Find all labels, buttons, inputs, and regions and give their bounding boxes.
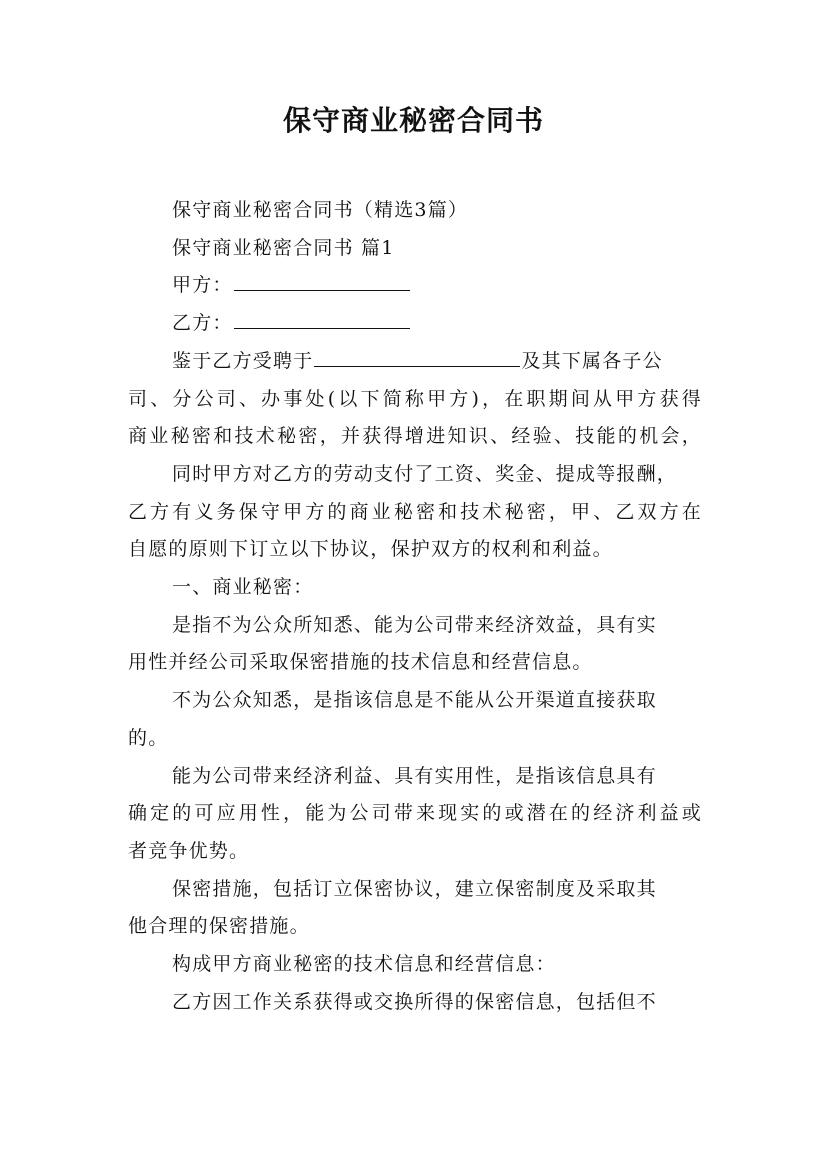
section-heading: 保守商业秘密合同书 篇1 — [172, 236, 395, 259]
para1-prefix: 鉴于乙方受聘于 — [172, 349, 314, 372]
paragraph-2-line-3: 自愿的原则下订立以下协议，保护双方的权利和利益。 — [128, 538, 613, 561]
paragraph-8-line-1: 乙方因工作关系获得或交换所得的保密信息，包括但不 — [172, 990, 657, 1013]
party-a-label: 甲方： — [172, 274, 233, 297]
paragraph-5-line-1: 能为公司带来经济利益、具有实用性，是指该信息具有 — [172, 764, 657, 787]
employer-blank — [314, 347, 520, 367]
paragraph-1-line-1 — [128, 343, 702, 381]
party-b-blank — [234, 309, 410, 329]
paragraph-3-line-1: 是指不为公众所知悉、能为公司带来经济效益，具有实 — [172, 613, 657, 636]
paragraph-5-line-2: 确定的可应用性，能为公司带来现实的或潜在的经济利益或 — [128, 802, 702, 825]
paragraph-7-line-1: 构成甲方商业秘密的技术信息和经营信息： — [172, 953, 556, 976]
paragraph-3-line-2: 用性并经公司采取保密措施的技术信息和经营信息。 — [128, 651, 593, 674]
party-a-blank — [234, 271, 410, 291]
paragraph-6-line-1: 保密措施，包括订立保密协议，建立保密制度及采取其 — [172, 877, 657, 900]
para1-suffix: 及其下属各子公 — [521, 349, 663, 372]
party-b-label: 乙方： — [172, 312, 233, 335]
party-b-line — [128, 305, 702, 343]
paragraph-1-line-2: 司、分公司、办事处(以下简称甲方)，在职期间从甲方获得 — [128, 387, 702, 410]
paragraph-4-line-1: 不为公众知悉，是指该信息是不能从公开渠道直接获取 — [172, 689, 657, 712]
document-body — [128, 192, 702, 1021]
heading-trade-secret: 一、商业秘密： — [172, 576, 314, 599]
paragraph-1-line-3: 商业秘密和技术秘密，并获得增进知识、经验、技能的机会， — [128, 425, 702, 448]
party-a-line — [128, 267, 702, 305]
subtitle-line: 保守商业秘密合同书（精选3篇） — [172, 199, 469, 221]
paragraph-2-line-2: 乙方有义务保守甲方的商业秘密和技术秘密，甲、乙双方在 — [128, 500, 702, 523]
paragraph-5-line-3: 者竞争优势。 — [128, 839, 250, 862]
paragraph-4-line-2: 的。 — [128, 726, 169, 749]
paragraph-6-line-2: 他合理的保密措施。 — [128, 915, 310, 938]
document-title: 保守商业秘密合同书 — [282, 104, 544, 137]
paragraph-2-line-1: 同时甲方对乙方的劳动支付了工资、奖金、提成等报酬， — [172, 462, 678, 485]
